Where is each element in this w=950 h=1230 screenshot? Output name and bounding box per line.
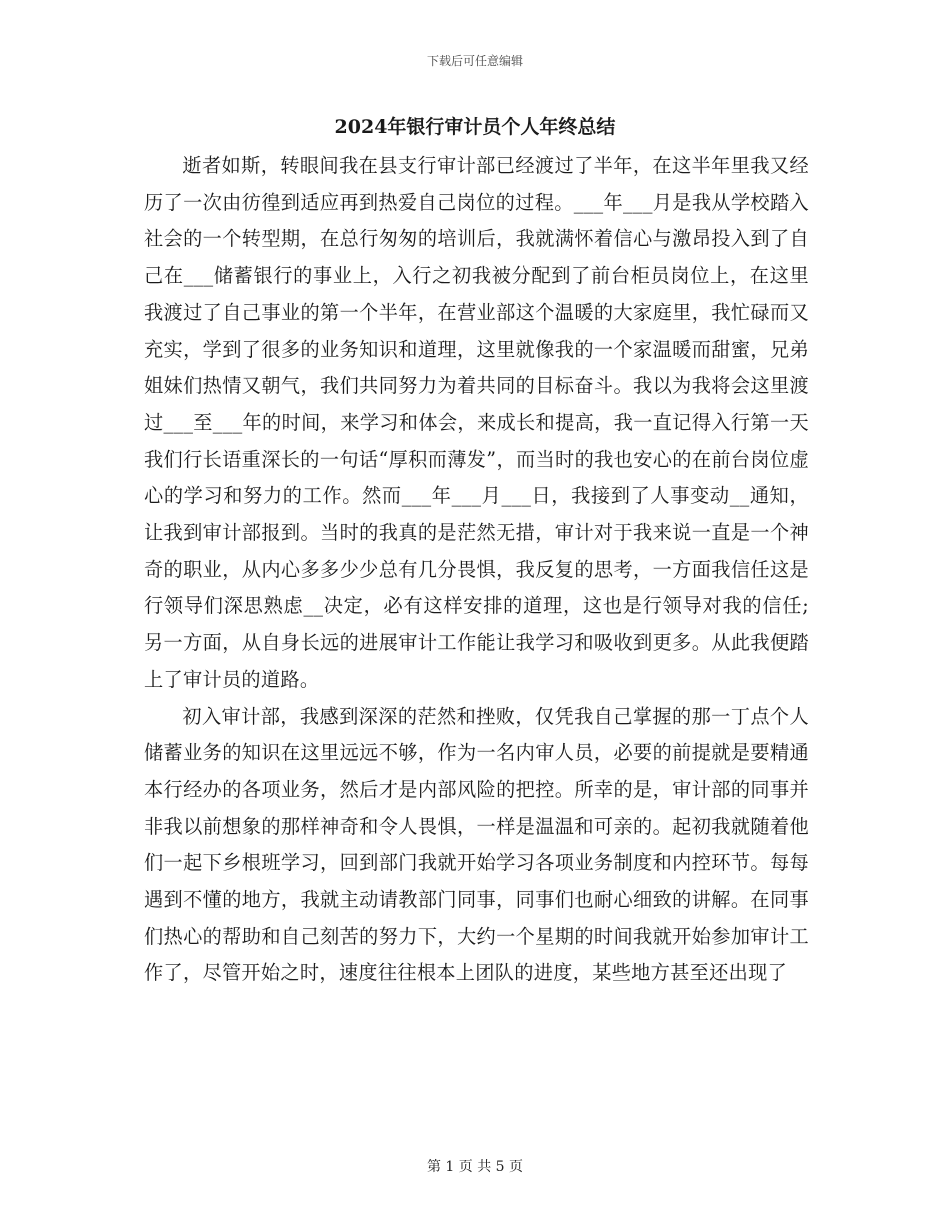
body-paragraph: 初入审计部，我感到深深的茫然和挫败，仅凭我自己掌握的那一丁点个人储蓄业务的知识在这里远远不够，作为一名内审人员，必要的前提就是要精通本行经办的各项业务，然后才是内部风险的把控。所幸的是，审计部的同事并非我以前想象的那样神奇和令人畏惧，一样是温温和可亲的。起初我就随着他们一起下乡根班学习，回到部门我就开始学习各项业务制度和内控环节。每每遇到不懂的地方，我就主动请教部门同事，同事们也耐心细致的讲解。在同事们热心的帮助和自己刻苦的努力下，大约一个星期的时间我就开始参加审计工作了，尽管开始之时，速度往往根本上团队的进度，某些地方甚至还出现了 (144, 704, 809, 985)
page-header-note: 下载后可任意编辑 (426, 54, 523, 68)
document-title: 2024年银行审计员个人年终总结 (334, 116, 616, 138)
document-body (144, 148, 809, 992)
page-number-footer: 第 1 页 共 5 页 (426, 1159, 524, 1175)
body-paragraph: 逝者如斯，转眼间我在县支行审计部已经渡过了半年，在这半年里我又经历了一次由彷徨到适应再到热爱自己岗位的过程。___年___月是我从学校踏入社会的一个转型期，在总行匆匆的培训后，我就满怀着信心与激昂投入到了自己在___储蓄银行的事业上，入行之初我被分配到了前台柜员岗位上，在这里我渡过了自己事业的第一个半年，在营业部这个温暖的大家庭里，我忙碌而又充实，学到了很多的业务知识和道理，这里就像我的一个家温暖而甜蜜，兄弟姐妹们热情又朝气，我们共同努力为着共同的目标奋斗。我以为我将会这里渡过___至___年的时间，来学习和体会，来成长和提高，我一直记得入行第一天我们行长语重深长的一句话“厚积而薄发”，而当时的我也安心的在前台岗位虚心的学习和努力的工作。然而___年___月___日，我接到了人事变动__通知，让我到审计部报到。当时的我真的是茫然无措，审计对于我来说一直是一个神奇的职业，从内心多多少少总有几分畏惧，我反复的思考，一方面我信任这是行领导们深思熟虑__决定，必有这样安排的道理，这也是行领导对我的信任;另一方面，从自身长远的进展审计工作能让我学习和吸收到更多。从此我便踏上了审计员的道路。 (144, 154, 809, 691)
